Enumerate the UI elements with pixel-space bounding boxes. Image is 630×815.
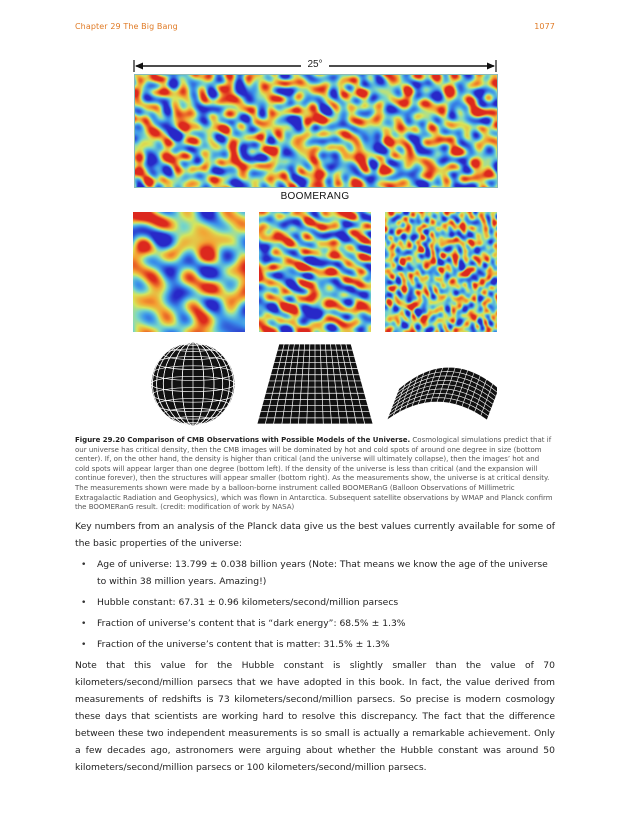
experiment-label: BOOMERANG [280,191,350,202]
running-header-chapter: Chapter 29 The Big Bang [75,22,178,31]
cmb-boomerang-map [134,74,498,188]
caption-text: Cosmological simulations predict that if our universe has critical density, then the CMB images will be dominated by hot and cold spots of around one degree in size (bottom center). If, on the other hand, the density is higher than critical (and the universe will ultimately collapse), then the images’ hot and cold spots will appear larger than one degree (bottom left). If the density of the universe is less than critical (and the expansion will continue forever), then the structures will appear smaller (bottom right). As the measurements show, the universe is at critical density. The measurements shown were made by a balloon-borne instrument called BOOMERanG (Balloon Observations of Millimetric Extragalactic Radiation and Geophysics), which was flown in Antarctica. Subsequent satellite observations by WMAP and Planck confirm the BOOMERanG result. (credit: modification of work by NASA) [75,436,553,512]
page-number: 1077 [534,22,555,31]
flat-universe-grid-model [255,340,375,428]
hubble-paragraph: Note that this value for the Hubble constant is slightly smaller than the value of 70 kilometers/second/million parsecs that we have adopted in this book. In fact, the value derived from measurements of redshifts is 73 kilometers/second/million parsecs. So precise is modern cosmology these days that scientists are working hard to resolve this discrepancy. The fact that the difference between these two independent measurements is so small is actually a remarkable achievement. Only a few decades ago, astronomers were arguing about whether the Hubble constant was around 50 kilometers/second/million parsecs or 100 kilometers/second/million parsecs. [75,660,555,773]
caption-title: Figure 29.20 Comparison of CMB Observations with Possible Models of the Universe. [75,436,411,444]
simulated-cmb-row [133,212,497,332]
intro-paragraph: Key numbers from an analysis of the Planck data give us the best values currently available for some of the basic properties of the universe: [75,521,555,549]
list-item: • Fraction of the universe’s content that is matter: 31.5% ± 1.3% [97,636,555,653]
angular-scale-bar [133,58,497,74]
list-item: • Hubble constant: 67.31 ± 0.96 kilometers/second/million parsecs [97,594,555,611]
cmb-figure [133,58,497,428]
closed-universe-sphere-model [133,340,253,428]
geometry-models-row [133,340,497,428]
cmb-simulation-closed [133,212,245,332]
list-item: • Fraction of universe’s content that is “dark energy”: 68.5% ± 1.3% [97,615,555,632]
list-item: • Age of universe: 13.799 ± 0.038 billion years (Note: That means we know the age of the universe to within 38 million years. Amazing!) [97,556,555,590]
open-universe-saddle-model [377,340,497,428]
cmb-simulation-flat [259,212,371,332]
cmb-simulation-open [385,212,497,332]
scale-label: 25° [307,59,323,70]
body-text [75,518,555,776]
planck-results-list [75,556,555,653]
figure-caption [75,436,555,513]
